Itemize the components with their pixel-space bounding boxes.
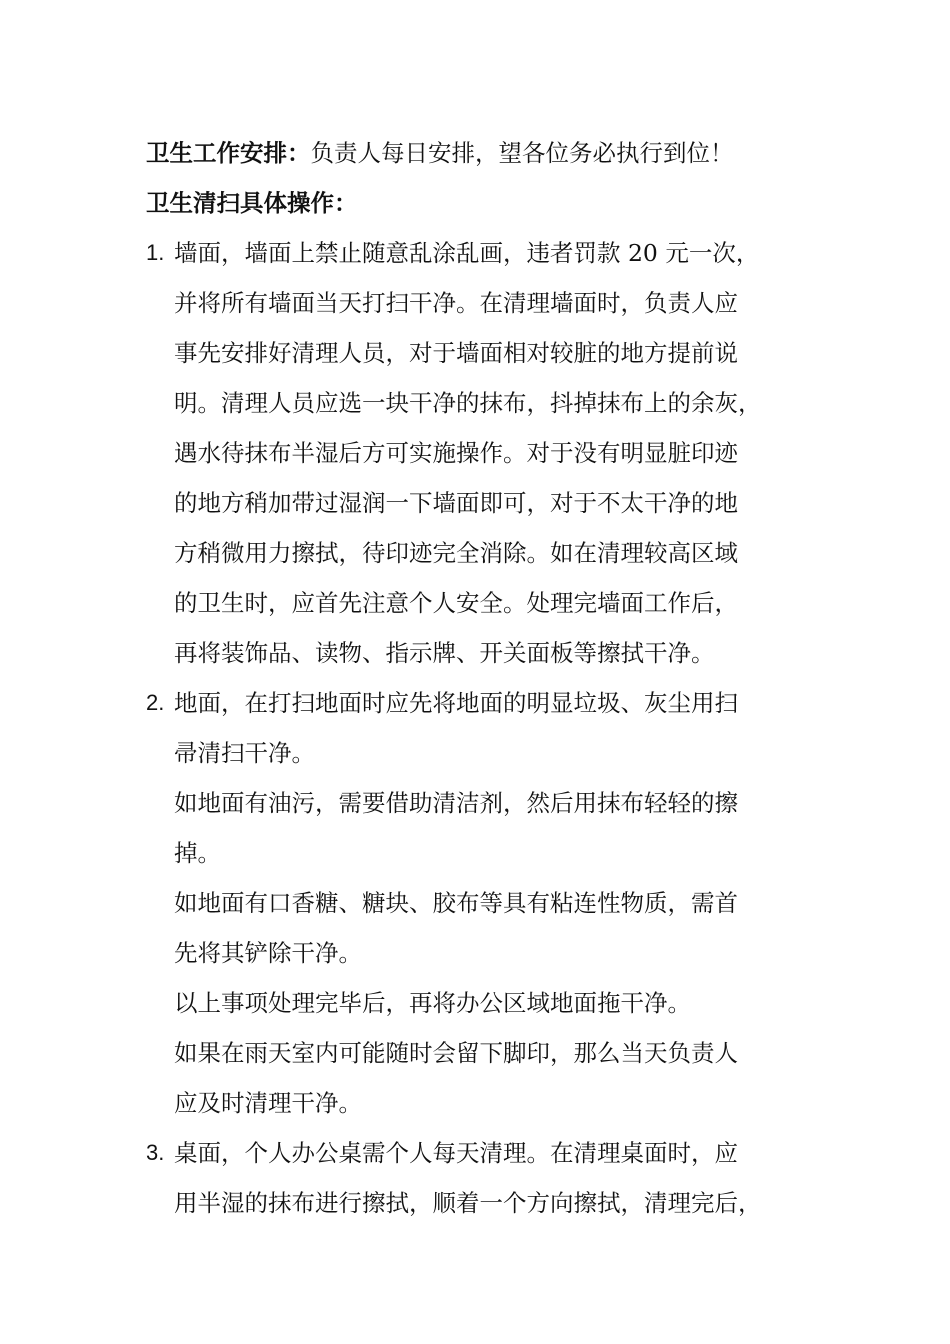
paragraph-line: 的地方稍加带过湿润一下墙面即可，对于不太干净的地 bbox=[174, 489, 738, 517]
paragraph-line: 事先安排好清理人员，对于墙面相对较脏的地方提前说 bbox=[174, 339, 738, 367]
paragraph-line: 如果在雨天室内可能随时会留下脚印，那么当天负责人 bbox=[174, 1039, 738, 1067]
paragraph-line: 地面，在打扫地面时应先将地面的明显垃圾、灰尘用扫 bbox=[174, 689, 738, 717]
paragraph-line: 如地面有油污，需要借助清洁剂，然后用抹布轻轻的擦 bbox=[174, 789, 738, 817]
paragraph-line: 用半湿的抹布进行擦拭，顺着一个方向擦拭，清理完后， bbox=[174, 1189, 762, 1217]
paragraph-line: 应及时清理干净。 bbox=[174, 1089, 362, 1117]
paragraph-line: 方稍微用力擦拭，待印迹完全消除。如在清理较高区域 bbox=[174, 539, 738, 567]
work-arrangement-line bbox=[146, 128, 806, 178]
paragraph-line: 遇水待抹布半湿后方可实施操作。对于没有明显脏印迹 bbox=[174, 439, 738, 467]
list-item-wall bbox=[146, 228, 806, 678]
list-item-number: 3. bbox=[146, 1140, 165, 1165]
paragraph-line: 墙面，墙面上禁止随意乱涂乱画，违者罚款 20 元一次， bbox=[174, 239, 760, 267]
paragraph-line: 帚清扫干净。 bbox=[174, 739, 315, 767]
cleaning-operations-heading: 卫生清扫具体操作： bbox=[146, 189, 358, 217]
paragraph-line: 明。清理人员应选一块干净的抹布，抖掉抹布上的余灰， bbox=[174, 389, 762, 417]
paragraph-line: 如地面有口香糖、糖块、胶布等具有粘连性物质，需首 bbox=[174, 889, 738, 917]
paragraph-line: 掉。 bbox=[174, 839, 221, 867]
list-item-number: 2. bbox=[146, 690, 165, 715]
work-arrangement-text: 负责人每日安排，望各位务必执行到位！ bbox=[310, 139, 734, 167]
paragraph-line: 的卫生时，应首先注意个人安全。处理完墙面工作后， bbox=[174, 589, 738, 617]
paragraph-line: 先将其铲除干净。 bbox=[174, 939, 362, 967]
paragraph-line: 再将装饰品、读物、指示牌、开关面板等擦拭干净。 bbox=[174, 639, 715, 667]
list-item-number: 1. bbox=[146, 240, 165, 265]
paragraph-line: 桌面，个人办公桌需个人每天清理。在清理桌面时，应 bbox=[174, 1139, 738, 1167]
list-item-floor bbox=[146, 678, 806, 1128]
paragraph-line: 并将所有墙面当天打扫干净。在清理墙面时，负责人应 bbox=[174, 289, 738, 317]
paragraph-line: 以上事项处理完毕后，再将办公区域地面拖干净。 bbox=[174, 989, 691, 1017]
document-body bbox=[146, 128, 806, 1228]
list-item-desk bbox=[146, 1128, 806, 1228]
work-arrangement-label: 卫生工作安排： bbox=[146, 139, 311, 167]
